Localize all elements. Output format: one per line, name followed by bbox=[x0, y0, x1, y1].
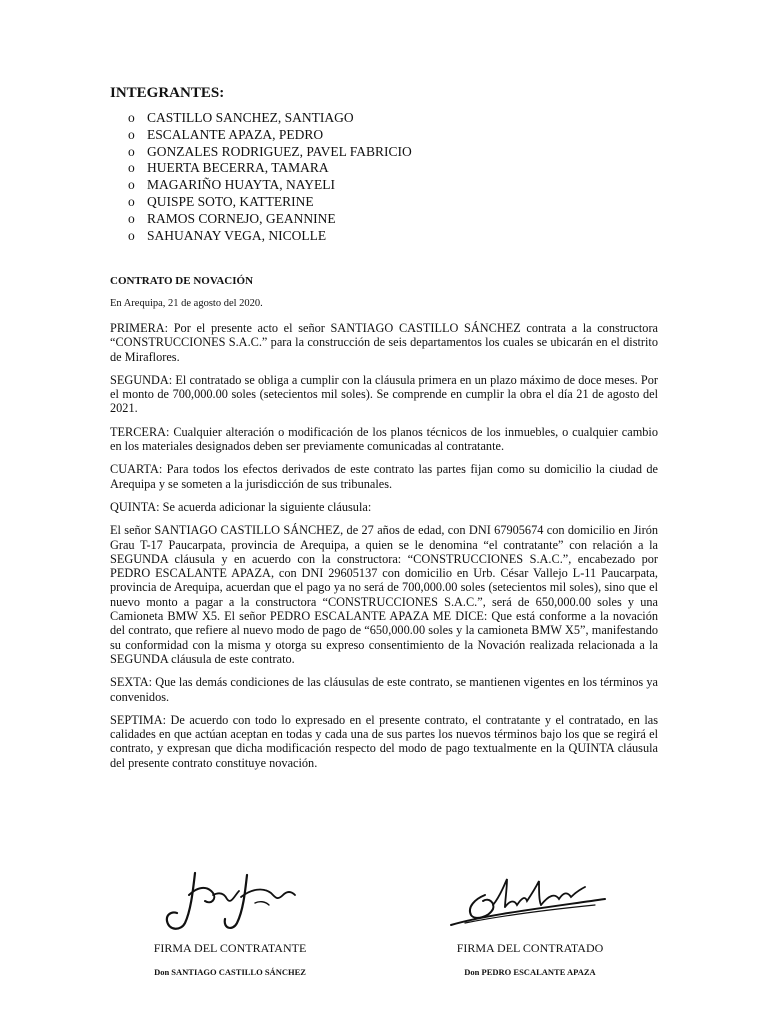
clause-tercera: TERCERA: Cualquier alteración o modificación de los planos técnicos de los inmuebles, o cualquier cambio en los materiales designados deben ser previamente comunicadas al contratante. bbox=[110, 424, 658, 454]
bullet: o bbox=[128, 160, 135, 176]
member-name: RAMOS CORNEJO, GEANNINE bbox=[147, 210, 336, 226]
member-name: ESCALANTE APAZA, PEDRO bbox=[147, 126, 324, 142]
contract-title: CONTRATO DE NOVACIÓN bbox=[110, 275, 254, 287]
bullet: o bbox=[128, 210, 135, 226]
list-item bbox=[128, 160, 412, 177]
list-item bbox=[128, 211, 412, 228]
clause-primera: PRIMERA: Por el presente acto el señor SANTIAGO CASTILLO SÁNCHEZ contrata a la constructora “CONSTRUCCIONES S.A.C.” para la construcción de seis departamentos los cuales se ubicarán en el distrito de Miraflores. bbox=[110, 321, 658, 364]
list-item bbox=[128, 228, 412, 245]
signature-section bbox=[110, 865, 658, 1015]
signature-contratante bbox=[110, 865, 350, 977]
signature-label-contratante: FIRMA DEL CONTRATANTE bbox=[153, 941, 307, 955]
signature-contratante-image bbox=[155, 865, 305, 935]
bullet: o bbox=[128, 110, 135, 125]
clause-segunda: SEGUNDA: El contratado se obliga a cumplir con la cláusula primera en un plazo máximo de doce meses. Por el monto de 700,000.00 soles (setecientos mil soles). Se comprende en cumplir la obra el día 21 de agosto del 2021. bbox=[110, 372, 658, 416]
clause-septima: SEPTIMA: De acuerdo con todo lo expresado en el presente contrato, el contratante y el contratado, en las calidades en que actúan aceptan en todas y cada una de sus partes los nuevos términos bajo los que se regirá el contrato, y expresan que dicha modificación respecto del modo de pago textualmente en la QUINTA cláusula del presente contrato constituye novación. bbox=[110, 712, 658, 770]
members-list bbox=[128, 110, 412, 244]
member-name: MAGARIÑO HUAYTA, NAYELI bbox=[147, 177, 336, 193]
signature-name-contratado: Don PEDRO ESCALANTE APAZA bbox=[464, 967, 596, 977]
clause-sexta: SEXTA: Que las demás condiciones de las cláusulas de este contrato, se mantienen vigentes en los términos ya convenidos. bbox=[110, 675, 658, 704]
contract-date: En Arequipa, 21 de agosto del 2020. bbox=[110, 298, 263, 309]
list-item bbox=[128, 144, 412, 161]
members-title: INTEGRANTES: bbox=[110, 85, 225, 101]
signature-contratado bbox=[410, 865, 650, 977]
list-item bbox=[128, 110, 412, 127]
contract-body bbox=[110, 274, 658, 770]
list-item bbox=[128, 194, 412, 211]
signature-contratado-image bbox=[445, 865, 615, 935]
bullet: o bbox=[128, 177, 135, 193]
clause-quinta: QUINTA: Se acuerda adicionar la siguiente cláusula: bbox=[110, 499, 372, 514]
member-name: QUISPE SOTO, KATTERINE bbox=[147, 193, 314, 209]
clause-quinta-detail: El señor SANTIAGO CASTILLO SÁNCHEZ, de 27 años de edad, con DNI 67905674 con domicilio en Jirón Grau T-17 Paucarpata, provincia de Arequipa, a quien se le denomina “el contratante” con relación a la SEGUNDA cláusula y en acuerdo con la constructora: “CONSTRUCCIONES S.A.C.”, encabezado por PEDRO ESCALANTE APAZA, con DNI 29605137 con domicilio en Urb. César Vallejo L-11 Paucarpata, provincia de Arequipa, acuerdan que el pago ya no será de 700,000.00 soles (setecientos mil soles), sino que el nuevo monto a pagar a la constructora “CONSTRUCCIONES S.A.C.”, será de 650,000.00 soles y una Camioneta BMW X5. El señor PEDRO ESCALANTE APAZA ME DICE: Que está conforme a la novación del contrato, que refiere al nuevo modo de pago de “650,000.00 soles y la camioneta BMW X5”, manifestando su conformidad con la misma y otorga su expreso consentimiento de la Novación realizada relacionada a la SEGUNDA cláusula de este contrato. bbox=[110, 523, 658, 666]
clause-cuarta: CUARTA: Para todos los efectos derivados de este contrato las partes fijan como su domicilio la ciudad de Arequipa y se someten a la jurisdicción de sus tribunales. bbox=[110, 462, 658, 491]
signature-name-contratante: Don SANTIAGO CASTILLO SÁNCHEZ bbox=[154, 967, 306, 977]
list-item bbox=[128, 177, 412, 194]
bullet: o bbox=[128, 193, 135, 209]
member-name: HUERTA BECERRA, TAMARA bbox=[147, 160, 329, 176]
list-item bbox=[128, 127, 412, 144]
member-name: CASTILLO SANCHEZ, SANTIAGO bbox=[147, 110, 354, 125]
member-name: SAHUANAY VEGA, NICOLLE bbox=[147, 227, 327, 243]
bullet: o bbox=[128, 227, 135, 243]
signature-label-contratado: FIRMA DEL CONTRATADO bbox=[456, 941, 604, 955]
member-name: GONZALES RODRIGUEZ, PAVEL FABRICIO bbox=[147, 143, 412, 159]
bullet: o bbox=[128, 143, 135, 159]
bullet: o bbox=[128, 126, 135, 142]
